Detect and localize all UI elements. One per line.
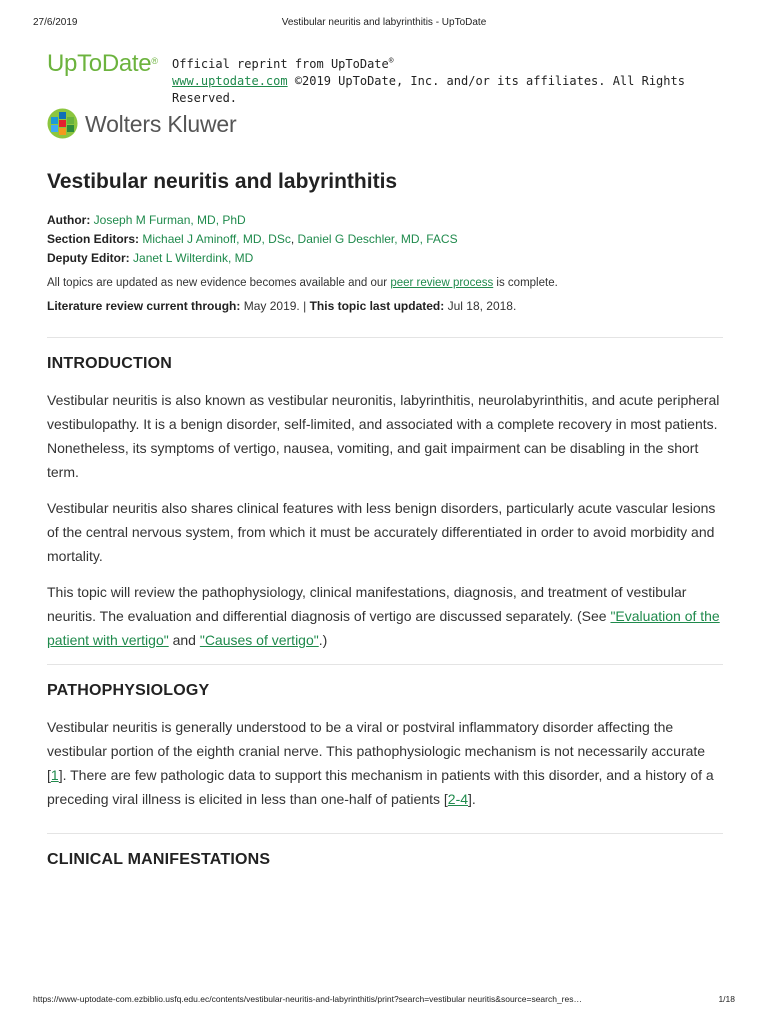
- wolters-kluwer-text: Wolters Kluwer: [85, 111, 237, 137]
- uptodate-site-link[interactable]: www.uptodate.com: [172, 74, 288, 88]
- reprint-registered-mark: ®: [388, 56, 394, 65]
- lit-review-label: Literature review current through:: [47, 299, 241, 313]
- print-url: https://www-uptodate-com.ezbiblio.usfq.edu.ec/contents/vestibular-neuritis-and-labyrinthitis/print?search=vestibular neuritis&source=search_res…: [33, 994, 582, 1004]
- divider: [47, 337, 723, 338]
- lit-review-value: May 2019.: [243, 299, 300, 313]
- reference-link-1[interactable]: 1: [50, 767, 59, 783]
- uptodate-logo[interactable]: [47, 50, 158, 78]
- divider: [47, 833, 723, 834]
- section-editors-label: Section Editors:: [47, 232, 140, 246]
- section-editor-separator: ,: [290, 232, 295, 246]
- intro-p3-and: and: [172, 632, 196, 648]
- brand-bar: [47, 50, 737, 105]
- patho-text-a: Vestibular neuritis is generally understood to be a viral or postviral inflammatory disorder affecting the vestibular portion of the eighth cranial nerve. This pathophysiologic mechanism is not necessarily accurate [: [47, 719, 706, 783]
- reprint-line: Official reprint from UpToDate: [172, 57, 389, 71]
- patho-text-b: ]. There are few pathologic data to support this mechanism in patients with this disorder, and a history of a preceding viral illness is elicited in less than one-half of patients [: [47, 767, 714, 807]
- update-note-end: is complete.: [496, 277, 558, 289]
- peer-review-link[interactable]: peer review process: [390, 277, 494, 289]
- review-dates: [47, 299, 723, 313]
- author-link[interactable]: Joseph M Furman, MD, PhD: [93, 213, 246, 227]
- patho-text-c: ].: [468, 791, 476, 807]
- byline: [47, 211, 723, 268]
- uptodate-logo-mark: ®: [151, 56, 158, 66]
- update-note: [47, 277, 723, 289]
- uptodate-logo-text: UpToDate: [47, 50, 152, 77]
- article: [47, 170, 723, 869]
- intro-p3-text: This topic will review the pathophysiology, clinical manifestations, diagnosis, and treatment of vestibular neuritis. The evaluation and differential diagnosis of vertigo are discussed separately. (See: [47, 584, 687, 624]
- link-evaluation-of-vertigo[interactable]: "Evaluation of the patient with vertigo": [47, 608, 720, 648]
- wolters-kluwer-mark-icon: [47, 108, 78, 139]
- article-title: Vestibular neuritis and labyrinthitis: [47, 170, 398, 193]
- review-dates-separator: |: [303, 299, 307, 313]
- last-updated-label: This topic last updated:: [309, 299, 445, 313]
- intro-paragraph-3: [47, 580, 723, 652]
- section-heading-clinical-manifestations: CLINICAL MANIFESTATIONS: [47, 851, 271, 868]
- copyright-text: ©2019 UpToDate, Inc. and/or its affiliates. All Rights Reserved.: [172, 74, 685, 105]
- deputy-editor-label: Deputy Editor:: [47, 251, 130, 265]
- intro-paragraph-1: Vestibular neuritis is also known as vestibular neuronitis, labyrinthitis, neurolabyrinthitis, and acute peripheral vestibulopathy. It is a benign disorder, self-limited, and associated with a complete recovery in most patients. Nonetheless, its symptoms of vertigo, nausea, vomiting, and gait impairment can be disabling in the short term.: [47, 392, 720, 480]
- section-heading-introduction: INTRODUCTION: [47, 355, 173, 372]
- intro-p3-end: .): [318, 632, 328, 648]
- patho-paragraph-1: [47, 715, 723, 811]
- section-editor-link-1[interactable]: Michael J Aminoff, MD, DSc: [142, 232, 291, 246]
- section-editor-link-2[interactable]: Daniel G Deschler, MD, FACS: [297, 232, 458, 246]
- reference-link-2-4[interactable]: 2-4: [447, 791, 469, 807]
- section-heading-pathophysiology: PATHOPHYSIOLOGY: [47, 682, 210, 699]
- page-number: 1/18: [718, 994, 735, 1004]
- last-updated-value: Jul 18, 2018.: [447, 299, 517, 313]
- reprint-notice: [172, 52, 737, 107]
- print-date: 27/6/2019: [33, 17, 78, 28]
- intro-paragraph-2: Vestibular neuritis also shares clinical features with less benign disorders, particularly acute vascular lesions of the central nervous system, from which it must be accurately differentiated in order to avoid morbidity and mortality.: [47, 500, 716, 564]
- author-label: Author:: [47, 213, 91, 227]
- link-causes-of-vertigo[interactable]: "Causes of vertigo": [199, 632, 319, 648]
- divider: [47, 664, 723, 665]
- deputy-editor-link[interactable]: Janet L Wilterdink, MD: [133, 251, 254, 265]
- update-note-text: All topics are updated as new evidence becomes available and our: [47, 277, 388, 289]
- print-page-title: Vestibular neuritis and labyrinthitis - UpToDate: [281, 17, 487, 28]
